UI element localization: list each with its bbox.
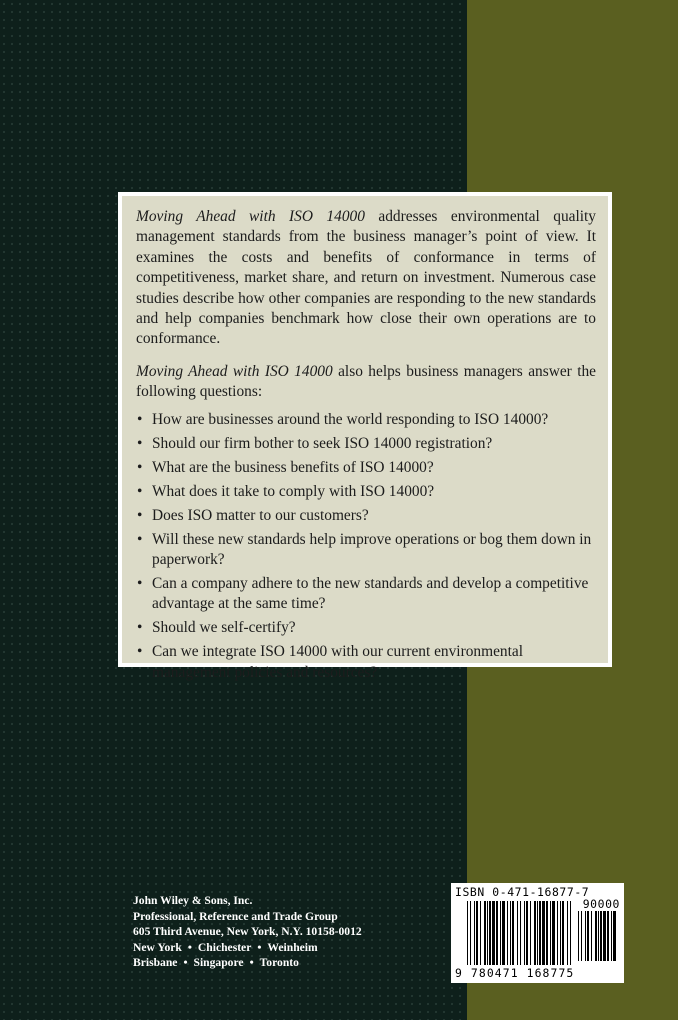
question-item: • Can we integrate ISO 14000 with our current environmental management policies and resources? <box>136 642 596 683</box>
publisher-group: Professional, Reference and Trade Group <box>133 909 338 923</box>
bullet-separator: • <box>249 956 254 970</box>
questions-intro-text: also helps business managers answer the following questions: <box>136 362 596 401</box>
question-item: • Will these new standards help improve operations or bog them down in paperwork? <box>136 530 596 571</box>
questions-list <box>136 410 596 684</box>
bullet-separator: • <box>183 956 188 970</box>
ean-number: 9 780471 168775 <box>455 966 575 980</box>
publisher-address: 605 Third Avenue, New York, N.Y. 10158-0012 <box>133 925 362 939</box>
ean-barcode-image <box>467 901 572 965</box>
barcode-box <box>451 883 624 983</box>
isbn-number: ISBN 0-471-16877-7 <box>455 885 590 899</box>
bullet-separator: • <box>187 940 192 954</box>
publisher-info <box>133 893 362 971</box>
publisher-cities-line-1 <box>133 940 362 956</box>
intro-text: addresses environmental quality management standards from the business manager’s point of view. It examines the costs and benefits of conformance in terms of competitiveness, market share, and return on investment. Numerous case studies describe how other companies are responding to the new standards and help companies benchmark how close their own operations are to conformance. <box>136 208 596 348</box>
question-item: • Can a company adhere to the new standards and develop a competitive advantage at the same time? <box>136 574 596 615</box>
publisher-cities-line-2 <box>133 955 362 971</box>
question-item: • Does ISO matter to our customers? <box>136 506 596 526</box>
question-item: • How are businesses around the world responding to ISO 14000? <box>136 410 596 430</box>
question-item: • Should our firm bother to seek ISO 14000 registration? <box>136 434 596 454</box>
city: Singapore <box>193 956 244 970</box>
price-code: 90000 <box>582 897 620 911</box>
addon-barcode-image <box>578 911 616 961</box>
bullet-separator: • <box>257 940 262 954</box>
city: New York <box>133 940 182 954</box>
book-title-italic: Moving Ahead with ISO 14000 <box>136 362 333 380</box>
intro-paragraph <box>136 207 596 350</box>
city: Brisbane <box>133 956 178 970</box>
questions-intro-paragraph <box>136 362 596 403</box>
question-item: • What are the business benefits of ISO 14000? <box>136 458 596 478</box>
publisher-name: John Wiley & Sons, Inc. <box>133 894 253 907</box>
question-item: • Should we self-certify? <box>136 618 596 638</box>
book-title-italic: Moving Ahead with ISO 14000 <box>136 208 365 225</box>
blurb-box <box>118 192 612 681</box>
question-item: • What does it take to comply with ISO 14000? <box>136 482 596 502</box>
city: Chichester <box>197 940 252 954</box>
city: Weinheim <box>267 940 318 954</box>
city: Toronto <box>259 956 299 970</box>
